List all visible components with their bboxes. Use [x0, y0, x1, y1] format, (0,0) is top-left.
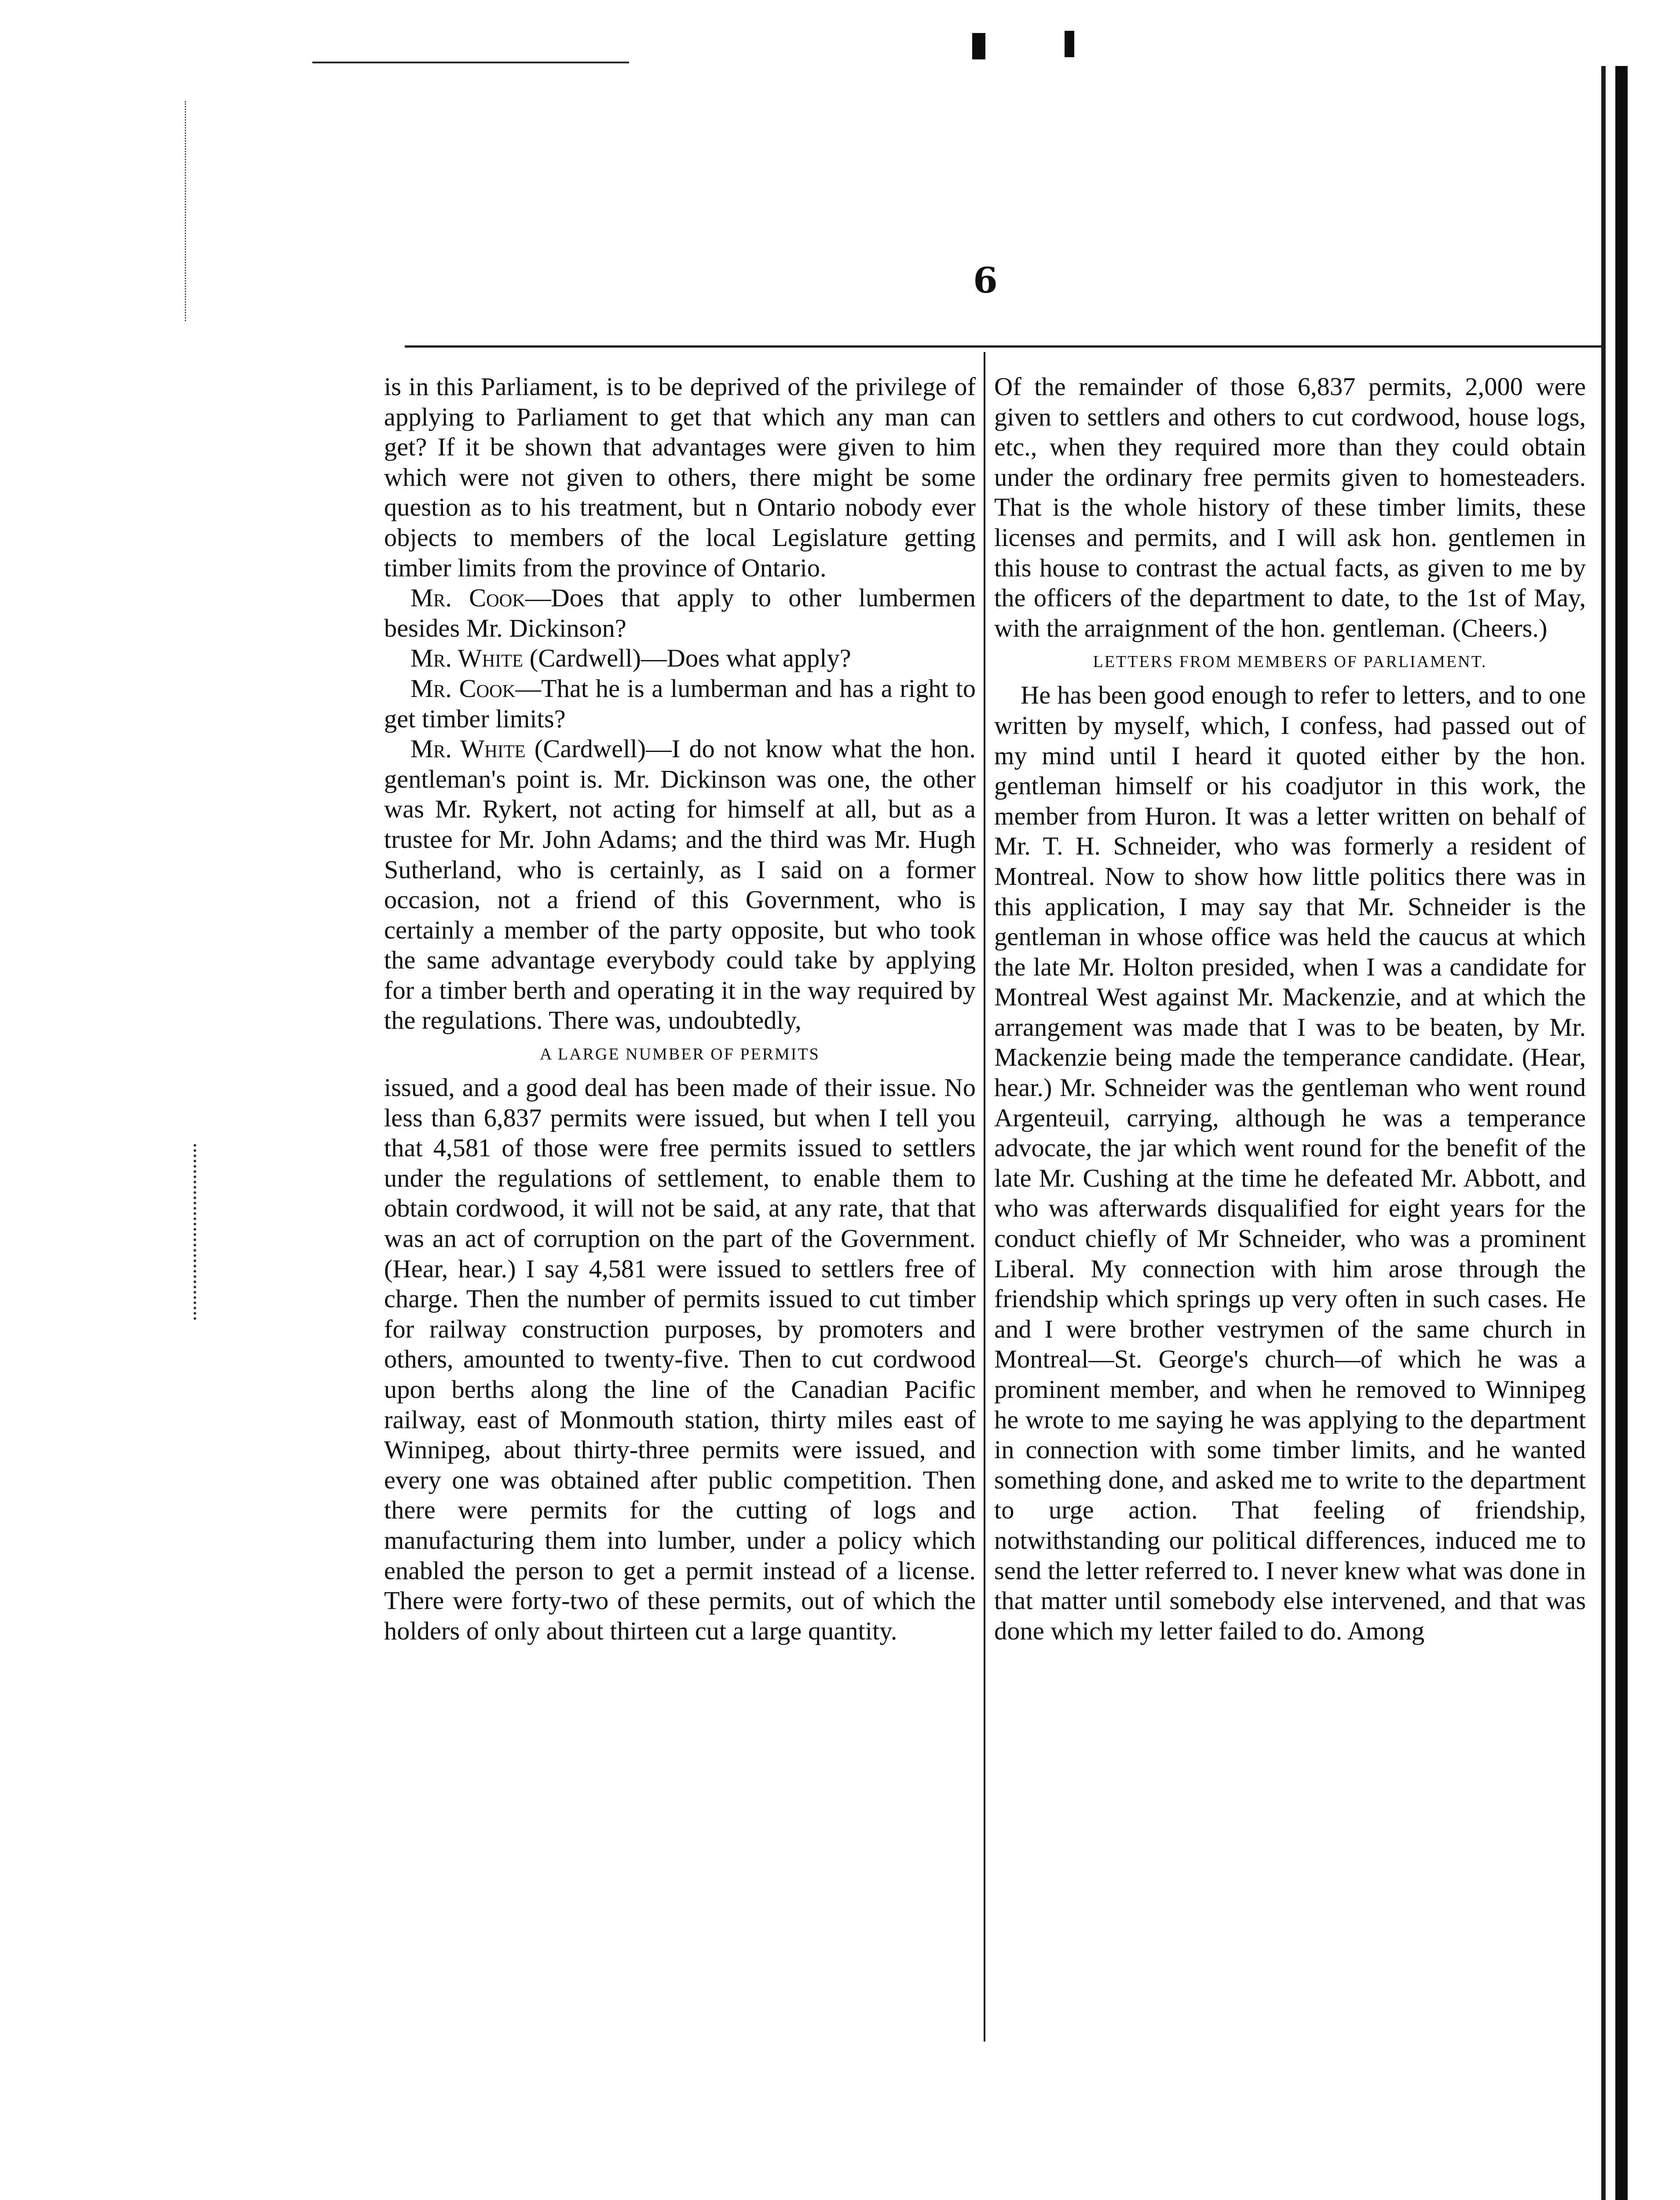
scan-specks: [194, 1144, 209, 1320]
scan-mark: [972, 33, 985, 59]
paragraph: [384, 583, 976, 643]
speech-text: (Cardwell)—Does what apply?: [523, 644, 851, 673]
paragraph: [384, 643, 976, 674]
speaker-name: Mr. Cook: [410, 583, 525, 612]
right-column: [994, 372, 1586, 2044]
paragraph: [384, 674, 976, 734]
scan-edge-bar: [1615, 66, 1628, 2200]
speech-text: —Does that apply to other lumbermen besides Mr. Dickinson?: [384, 583, 976, 642]
left-column: [384, 372, 976, 2044]
scan-mark: [1065, 31, 1074, 57]
scan-specks: [185, 101, 199, 321]
speech-text: (Cardwell)—I do not know what the hon. gentleman's point is. Mr. Dickinson was one, the other was Mr. Rykert, not acting for himself at all, but as a trustee for Mr. John Adams; and the third was Mr. Hugh Sutherland, who is certainly, as I said on a former occasion, not a friend of this Government, who is certainly a member of the party opposite, but who took the same advantage everybody could take by applying for a timber berth and operating it in the way required by the regulations. There was, undoubtedly,: [384, 734, 976, 1035]
scan-edge-shadow: [1601, 66, 1606, 2200]
paragraph: Of the remainder of those 6,837 permits, 2,000 were given to settlers and others to cut cordwood, house logs, etc., when they required more than they could obtain under the ordinary free permits given to homesteaders. That is the whole history of these timber limits, these licenses and permits, and I will ask hon. gentlemen in this house to contrast the actual facts, as given to me by the officers of the department to date, to the 1st of May, with the arraignment of the hon. gentleman. (Cheers.): [994, 372, 1586, 642]
page-number: 6: [973, 260, 998, 301]
speaker-name: Mr. White: [410, 734, 526, 763]
paragraph: issued, and a good deal has been made of their issue. No less than 6,837 permits were issued, but when I tell you that 4,581 of those were free permits issued to settlers under the regulations of settlement, to enable them to obtain cordwood, it will not be said, at any rate, that that was an act of corruption on the part of the Government. (Hear, hear.) I say 4,581 were issued to settlers free of charge. Then the number of permits issued to cut timber for railway construction purposes, by promoters and others, amounted to twenty-five. Then to cut cordwood upon berths along the line of the Canadian Pacific railway, east of Monmouth station, thirty miles east of Winnipeg, about thirty-three permits were issued, and every one was obtained after public competition. Then there were permits for the cutting of logs and manufacturing them into lumber, under a policy which enabled the person to get a permit instead of a license. There were forty-two of these permits, out of which the holders of only about thirteen cut a large quantity.: [384, 1073, 976, 1645]
section-subhead: LETTERS FROM MEMBERS OF PARLIAMENT.: [1093, 653, 1487, 671]
paragraph: is in this Parliament, is to be deprived of the privilege of applying to Parliament to get that which any man can get? If it be shown that advantages were given to him which were not given to others, there might be some question as to his treatment, but n Ontario nobody ever objects to members of the local Legislature getting timber limits from the province of Ontario.: [384, 372, 976, 582]
scan-top-rule: [312, 62, 629, 63]
paragraph: He has been good enough to refer to letters, and to one written by myself, which, I confess, had passed out of my mind until I heard it quoted either by the hon. gentleman himself or his coadjutor in this work, the member from Huron. It was a letter written on behalf of Mr. T. H. Schneider, who was formerly a resident of Montreal. Now to show how little politics there was in this application, I may say that Mr. Schneider is the gentleman in whose office was held the caucus at which the late Mr. Holton presided, when I was a candidate for Montreal West against Mr. Mackenzie, and at which the arrangement was made that I was to be beaten, by Mr. Mackenzie being made the temperance candidate. (Hear, hear.) Mr. Schneider was the gentleman who went round Argenteuil, carrying, although he was a temperance advocate, the jar which went round for the benefit of the late Mr. Cushing at the time he defeated Mr. Abbott, and who was afterwards disqualified for eight years for the conduct chiefly of Mr Schneider, who was a prominent Liberal. My connection with him arose through the friendship which springs up very often in such cases. He and I were brother vestrymen of the same church in Montreal—St. George's church—of which he was a prominent member, and when he removed to Winnipeg he wrote to me saying he was applying to the department in connection with some timber limits, and he wanted something done, and asked me to write to the department to urge action. That feeling of friendship, notwithstanding our political differences, induced me to send the letter referred to. I never knew what was done in that matter until somebody else intervened, and that was done which my letter failed to do. Among: [994, 681, 1586, 1645]
speaker-name: Mr. White: [410, 644, 523, 673]
header-rule: [405, 345, 1601, 348]
speaker-name: Mr. Cook: [410, 674, 516, 703]
paragraph: [384, 734, 976, 1036]
column-divider: [984, 352, 985, 2042]
section-subhead: A LARGE NUMBER OF PERMITS: [540, 1045, 820, 1064]
speech-text: —That he is a lumberman and has a right to get timber limits?: [384, 674, 976, 733]
